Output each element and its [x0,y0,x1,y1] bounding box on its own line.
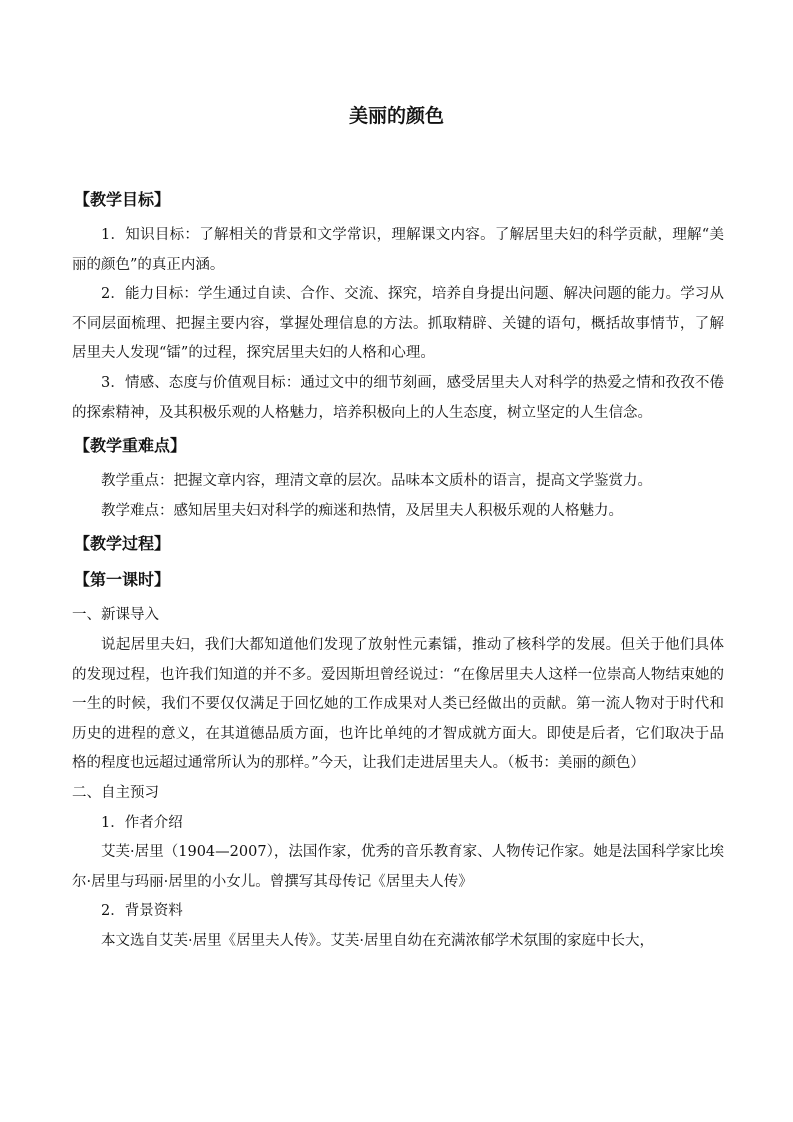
section-heading-lesson-one: 【第一课时】 [74,570,171,590]
goal-item-knowledge: 1．知识目标：了解相关的背景和文学常识，理解课文内容。了解居里夫妇的科学贡献，理解“美丽的颜色”的真正内涵。 [72,227,724,273]
section-heading-process: 【教学过程】 [74,534,171,554]
part-title-introduction: 一、新课导入 [72,607,159,624]
preview-item-author-title: 1．作者介绍 [101,814,183,831]
preview-item-background-title: 2．背景资料 [101,903,183,920]
section-heading-goals: 【教学目标】 [74,190,171,209]
preview-item-author-text: 艾芙·居里（1904—2007），法国作家，优秀的音乐教育家、人物传记作家。她是法国科学家比埃尔·居里与玛丽·居里的小女儿。曾撰写其母传记《居里夫人传》 [72,844,724,890]
goal-item-emotion: 3．情感、态度与价值观目标：通过文中的细节刻画，感受居里夫人对科学的热爱之情和孜孜不倦的探索精神，及其积极乐观的人格魅力，培养积极向上的人生态度，树立坚定的人生信念。 [72,374,724,421]
key-point-focus: 教学重点：把握文章内容，理清文章的层次。品味本文质朴的语言，提高文学鉴赏力。 [101,473,652,490]
goal-item-ability: 2．能力目标：学生通过自读、合作、交流、探究，培养自身提出问题、解决问题的能力。学习从不同层面梳理、把握主要内容，掌握处理信息的方法。抓取精辟、关键的语句，概括故事情节，了解居里夫人发现“镭”的过程，探究居里夫妇的人格和心理。 [72,286,724,362]
part-title-preview: 二、自主预习 [72,784,159,801]
key-point-difficulty: 教学难点：感知居里夫妇对科学的痴迷和热情，及居里夫人积极乐观的人格魅力。 [101,502,623,519]
preview-item-background-text: 本文选自艾芙·居里《居里夫人传》。艾芙·居里自幼在充满浓郁学术氛围的家庭中长大， [101,932,654,949]
introduction-text: 说起居里夫妇，我们大都知道他们发现了放射性元素镭，推动了核科学的发展。但关于他们具体的发现过程，也许我们知道的并不多。爱因斯坦曾经说过：“在像居里夫人这样一位崇高人物结束她的一生的时候，我们不要仅仅满足于回忆她的工作成果对人类已经做出的贡献。第一流人物对于时代和历史的进程的意义，在其道德品质方面，也许比单纯的才智成就方面大。即使是后者，它们取决于品格的程度也远超过通常所认为的那样。”今天，让我们走进居里夫人。（板书：美丽的颜色） [72,636,724,772]
section-heading-key-points: 【教学重难点】 [74,436,187,456]
document-title: 美丽的颜色 [348,105,444,127]
document-body [72,185,724,956]
